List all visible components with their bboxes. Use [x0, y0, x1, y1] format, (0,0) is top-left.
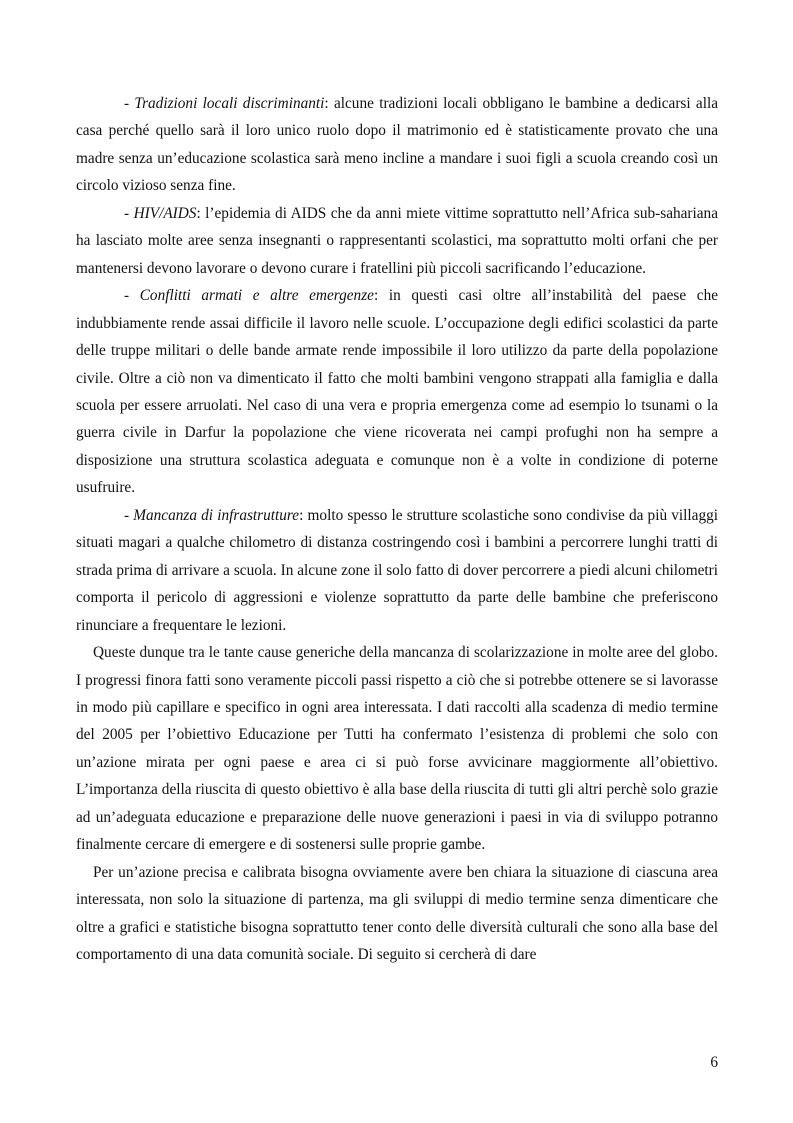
document-body — [76, 90, 718, 969]
bullet-text: : l’epidemia di AIDS che da anni miete vittime soprattutto nell’Africa sub-sahariana ha lasciato molte aree senza insegnanti o rappresentanti scolastici, ma soprattutto molti orfani che per mantenersi devono lavorare o devono curare i fratellini più piccoli sacrificando l’educazione. — [76, 204, 718, 277]
bullet-dash: - — [124, 204, 134, 222]
bullet-dash: - — [124, 95, 135, 112]
bullet-paragraph — [76, 282, 718, 502]
bullet-term: HIV/AIDS — [133, 204, 197, 222]
body-paragraph: Per un’azione precisa e calibrata bisogna ovviamente avere ben chiara la situazione di ciascuna area interessata, non solo la situazione di partenza, ma gli sviluppi di medio termine senza dimenticare che oltre a grafici e statistiche bisogna soprattutto tener conto delle diversità culturali che sono alla base del comportamento di una data comunità sociale. Di seguito si cercherà di dare — [76, 863, 718, 964]
bullet-paragraph — [76, 502, 718, 639]
bullet-text: : molto spesso le strutture scolastiche sono condivise da più villaggi situati magari a qualche chilometro di distanza costringendo così i bambini a percorrere lunghi tratti di strada prima di arrivare a scuola. In alcune zone il solo fatto di dover percorrere a piedi alcuni chilometri comporta il pericolo di aggressioni e violenze soprattutto da parte delle bambine che preferiscono rinunciare a frequentare le lezioni. — [76, 506, 719, 634]
page-number: 6 — [710, 1054, 718, 1071]
bullet-term: Mancanza di infrastrutture — [133, 506, 300, 524]
bullet-dash: - — [124, 287, 140, 305]
bullet-paragraph — [76, 200, 718, 282]
body-paragraph: Queste dunque tra le tante cause generiche della mancanza di scolarizzazione in molte aree del globo. I progressi finora fatti sono veramente piccoli passi rispetto a ciò che si potrebbe ottenere se si lavorasse in modo più capillare e specifico in ogni area interessata. I dati raccolti alla scadenza di medio termine del 2005 per l’obiettivo Educazione per Tutti ha confermato l’esistenza di problemi che solo con un’azione mirata per ogni paese e area ci si può forse avvicinare maggiormente all’obiettivo. L’importanza della riuscita di questo obiettivo è alla base della riuscita di tutti gli altri perchè solo grazie ad un’adeguata educazione e preparazione delle nuove generazioni i paesi in via di sviluppo potranno finalmente cercare di emergere e di sostenersi sulle proprie gambe. — [76, 644, 718, 854]
bullet-dash: - — [124, 506, 134, 524]
bullet-paragraph — [76, 90, 718, 200]
bullet-term: Tradizioni locali discriminanti — [134, 95, 325, 112]
bullet-text: : in questi casi oltre all’instabilità del paese che indubbiamente rende assai difficile il lavoro nelle scuole. L’occupazione degli edifici scolastici da parte delle truppe militari o delle bande armate rende impossibile il loro utilizzo da parte della popolazione civile. Oltre a ciò non va dimenticato il fatto che molti bambini vengono strappati alla famiglia e dalla scuola per essere arruolati. Nel caso di una vera e propria emergenza come ad esempio lo tsunami o la guerra civile in Darfur la popolazione che viene ricoverata nei campi profughi non ha sempre a disposizione una struttura scolastica adeguata e comunque non è a volte in condizione di poterne usufruire. — [76, 287, 719, 497]
bullet-text: : alcune tradizioni locali obbligano le bambine a dedicarsi alla casa perché quello sarà il loro unico ruolo dopo il matrimonio ed è statisticamente provato che una madre senza un’educazione scolastica sarà meno incline a mandare i suoi figli a scuola creando così un circolo vizioso senza fine. — [76, 95, 719, 195]
bullet-term: Conflitti armati e altre emergenze — [139, 287, 374, 305]
